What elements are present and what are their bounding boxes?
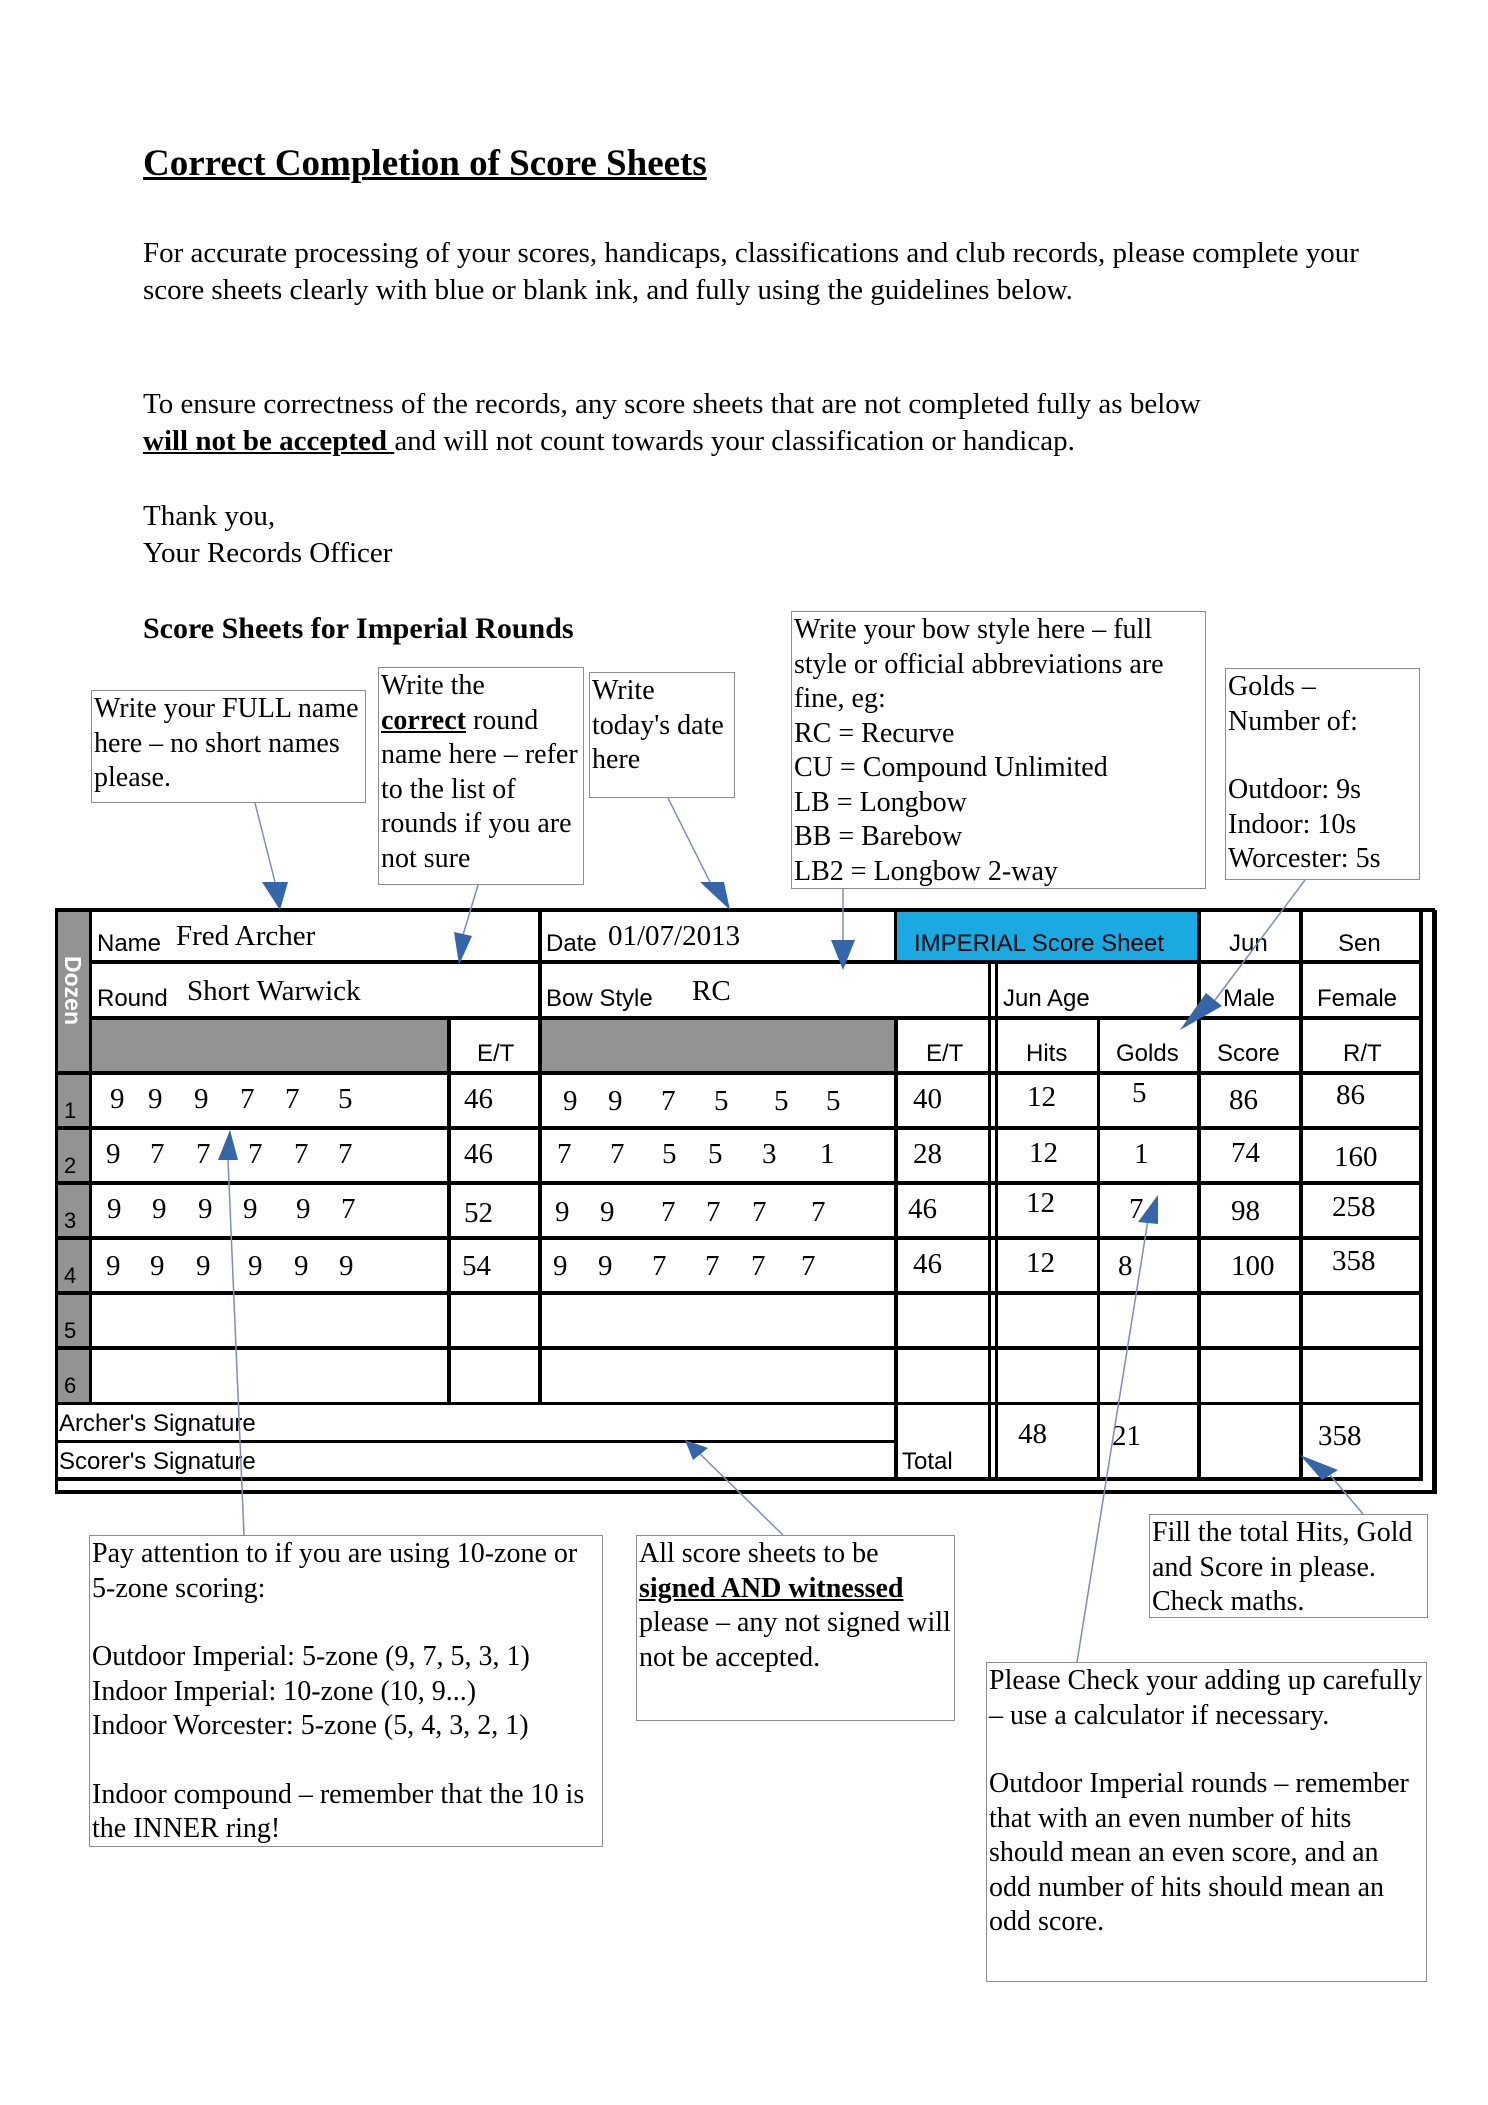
arrow-score: 9 bbox=[152, 1193, 167, 1225]
dozen-number: 3 bbox=[64, 1208, 77, 1233]
score-value: 100 bbox=[1231, 1250, 1275, 1282]
signed-bold: signed AND witnessed bbox=[639, 1572, 904, 1604]
arrow-score: 9 bbox=[294, 1250, 309, 1282]
date-label: Date bbox=[546, 930, 597, 957]
arrow-score: 7 bbox=[610, 1138, 625, 1170]
arrow-score: 5 bbox=[714, 1085, 729, 1117]
arrow-score: 9 bbox=[150, 1250, 165, 1282]
arrow-head bbox=[700, 882, 730, 910]
running-total: 86 bbox=[1336, 1079, 1365, 1111]
dozen-label: Dozen bbox=[60, 955, 86, 1025]
bow-line: RC = Recurve bbox=[794, 717, 955, 749]
end-total: 40 bbox=[913, 1083, 942, 1115]
arrow-score: 9 bbox=[600, 1196, 615, 1228]
score-value: 98 bbox=[1231, 1195, 1260, 1227]
golds-value: 7 bbox=[1129, 1193, 1144, 1225]
connector-totals bbox=[1330, 1475, 1363, 1514]
dozen-number: 1 bbox=[64, 1098, 77, 1123]
zone-line: Outdoor Imperial: 5-zone (9, 7, 5, 3, 1) bbox=[92, 1641, 530, 1672]
arrow-score: 7 bbox=[285, 1083, 300, 1115]
score-value: 74 bbox=[1231, 1137, 1260, 1169]
hits-value: 12 bbox=[1026, 1247, 1055, 1279]
female-label: Female bbox=[1317, 985, 1398, 1012]
running-total: 358 bbox=[1332, 1245, 1376, 1277]
section-heading: Score Sheets for Imperial Rounds bbox=[143, 612, 574, 645]
callout-full-name: Write your FULL name here – no short names please. bbox=[91, 690, 366, 803]
arrow-score: 7 bbox=[811, 1196, 826, 1228]
end-total: 52 bbox=[464, 1197, 493, 1229]
callout-totals: Fill the total Hits, Gold and Score in please. Check maths. bbox=[1149, 1514, 1428, 1618]
jun-label: Jun bbox=[1229, 930, 1268, 957]
dozen-number: 5 bbox=[64, 1318, 77, 1343]
arrow-score: 9 bbox=[110, 1083, 125, 1115]
dozen-number: 4 bbox=[64, 1263, 77, 1288]
arrow-score: 9 bbox=[555, 1196, 570, 1228]
arrow-score: 7 bbox=[752, 1196, 767, 1228]
zone-line: Pay attention to if you are using 10-zone or 5-zone scoring: bbox=[92, 1538, 578, 1604]
not-accepted-warning: will not be accepted bbox=[143, 425, 395, 457]
et-label-2: E/T bbox=[926, 1040, 964, 1067]
arrow-score: 9 bbox=[196, 1250, 211, 1282]
hits-label: Hits bbox=[1026, 1040, 1068, 1067]
jun-age-label: Jun Age bbox=[1003, 985, 1090, 1012]
bow-line: LB2 = Longbow 2-way bbox=[794, 855, 1058, 887]
golds-value: 8 bbox=[1118, 1250, 1133, 1282]
arrow-head bbox=[831, 940, 855, 970]
arrow-score: 7 bbox=[652, 1250, 667, 1282]
arrow-score: 9 bbox=[107, 1193, 122, 1225]
arrow-score: 7 bbox=[196, 1138, 211, 1170]
arrow-score: 7 bbox=[751, 1250, 766, 1282]
running-total: 258 bbox=[1332, 1191, 1376, 1223]
signed-post: please – any not signed will not be accepted. bbox=[639, 1607, 951, 1673]
sen-label: Sen bbox=[1338, 930, 1381, 957]
running-total: 160 bbox=[1334, 1141, 1378, 1173]
arrow-score: 9 bbox=[198, 1193, 213, 1225]
arrow-score: 7 bbox=[661, 1196, 676, 1228]
arrow-score: 7 bbox=[705, 1250, 720, 1282]
golds-line: Outdoor: 9s bbox=[1228, 774, 1361, 805]
arrow-score: 1 bbox=[820, 1138, 835, 1170]
end-total: 54 bbox=[462, 1250, 491, 1282]
round-value: Short Warwick bbox=[187, 975, 361, 1007]
golds-line: Indoor: 10s bbox=[1228, 808, 1357, 840]
total-running: 358 bbox=[1318, 1420, 1362, 1452]
zone-line: Indoor compound – remember that the 10 is the INNER ring! bbox=[92, 1778, 585, 1844]
page-title: Correct Completion of Score Sheets bbox=[143, 143, 707, 184]
arrow-score: 5 bbox=[708, 1138, 723, 1170]
callout-date: Write today's date here bbox=[589, 672, 735, 798]
connector-signatures bbox=[700, 1454, 783, 1535]
arrow-score: 7 bbox=[557, 1138, 572, 1170]
bow-line: Write your bow style here – full style or official abbreviations are fine, eg: bbox=[794, 614, 1164, 714]
date-value: 01/07/2013 bbox=[608, 920, 741, 952]
zone-line: Indoor Worcester: 5-zone (5, 4, 3, 2, 1) bbox=[92, 1710, 529, 1741]
arrow-score: 9 bbox=[563, 1085, 578, 1117]
arrow-score: 7 bbox=[150, 1138, 165, 1170]
connector-check bbox=[1077, 1220, 1148, 1662]
dozen-number: 6 bbox=[64, 1373, 77, 1398]
arrow-score: 7 bbox=[801, 1250, 816, 1282]
round-label: Round bbox=[97, 985, 168, 1012]
arrow-score: 7 bbox=[661, 1085, 676, 1117]
end-total: 46 bbox=[908, 1193, 937, 1225]
arrow-score: 9 bbox=[106, 1250, 121, 1282]
zone-line: Indoor Imperial: 10-zone (10, 9...) bbox=[92, 1675, 477, 1707]
end-total: 46 bbox=[913, 1248, 942, 1280]
connector-golds bbox=[1215, 880, 1305, 1000]
golds-value: 1 bbox=[1134, 1138, 1149, 1170]
score-label: Score bbox=[1217, 1040, 1280, 1067]
arrow-score: 7 bbox=[338, 1138, 353, 1170]
bow-style-value: RC bbox=[692, 975, 731, 1007]
arrow-score: 7 bbox=[294, 1138, 309, 1170]
imperial-title: IMPERIAL Score Sheet bbox=[914, 930, 1164, 957]
arrow-score: 3 bbox=[762, 1138, 777, 1170]
arrow-score: 7 bbox=[341, 1193, 356, 1225]
arrow-score: 7 bbox=[706, 1196, 721, 1228]
arrow-head bbox=[454, 932, 472, 965]
name-value: Fred Archer bbox=[176, 920, 316, 952]
golds-line: Number of: bbox=[1228, 705, 1358, 737]
callout-round-post: round name here – refer to the list of rounds if you are not sure bbox=[381, 704, 578, 874]
check-line: Outdoor Imperial rounds – remember that with an even number of hits should mean an even score, and an odd number of hits should mean an odd score. bbox=[989, 1768, 1409, 1937]
bow-line: BB = Barebow bbox=[794, 821, 963, 852]
arrow-score: 9 bbox=[339, 1250, 354, 1282]
end-total: 28 bbox=[913, 1138, 942, 1170]
arrow-score: 9 bbox=[194, 1083, 209, 1115]
bow-line: LB = Longbow bbox=[794, 786, 967, 818]
golds-line: Golds – bbox=[1228, 671, 1316, 702]
end-total: 46 bbox=[464, 1138, 493, 1170]
arrow-score: 9 bbox=[553, 1250, 568, 1282]
score-value: 86 bbox=[1229, 1084, 1258, 1116]
acceptance-text-start: To ensure correctness of the records, any score sheets that are not completed fully as below bbox=[143, 388, 1201, 420]
arrow-score: 5 bbox=[662, 1138, 677, 1170]
connector-round bbox=[463, 885, 478, 935]
callout-round-pre: Write the bbox=[381, 670, 485, 701]
arrow-score: 9 bbox=[598, 1250, 613, 1282]
bow-line: CU = Compound Unlimited bbox=[794, 752, 1108, 783]
arrow-score: 9 bbox=[608, 1085, 623, 1117]
arrow-score: 5 bbox=[774, 1085, 789, 1117]
scorer-signature-label: Scorer's Signature bbox=[59, 1448, 256, 1475]
arrow-head bbox=[262, 882, 288, 910]
total-golds: 21 bbox=[1112, 1420, 1141, 1452]
golds-value: 5 bbox=[1132, 1077, 1147, 1109]
connector-date bbox=[668, 798, 710, 882]
arrow-score: 5 bbox=[826, 1085, 841, 1117]
name-label: Name bbox=[97, 930, 162, 957]
arrow-head bbox=[1300, 1455, 1338, 1480]
golds-label: Golds bbox=[1116, 1040, 1179, 1067]
arrow-score: 9 bbox=[106, 1138, 121, 1170]
bow-style-label: Bow Style bbox=[546, 985, 653, 1012]
connector-zone bbox=[228, 1160, 244, 1535]
thanks-text: Thank you, bbox=[143, 500, 276, 532]
archer-signature-label: Archer's Signature bbox=[59, 1410, 256, 1437]
arrow-head bbox=[685, 1440, 708, 1460]
male-label: Male bbox=[1223, 985, 1276, 1012]
check-line: Please Check your adding up carefully – use a calculator if necessary. bbox=[989, 1665, 1423, 1731]
arrow-score: 7 bbox=[248, 1138, 263, 1170]
arrow-head bbox=[218, 1130, 238, 1160]
total-label: Total bbox=[902, 1448, 953, 1475]
arrow-score: 9 bbox=[296, 1193, 311, 1225]
golds-line: Worcester: 5s bbox=[1228, 843, 1381, 874]
rt-label: R/T bbox=[1343, 1040, 1382, 1067]
arrow-score: 7 bbox=[240, 1083, 255, 1115]
hits-value: 12 bbox=[1027, 1081, 1056, 1113]
signed-pre: All score sheets to be bbox=[639, 1538, 879, 1569]
end-total: 46 bbox=[464, 1083, 493, 1115]
et-label-1: E/T bbox=[477, 1040, 515, 1067]
intro-paragraph: For accurate processing of your scores, handicaps, classifications and club records, please complete your score sheets clearly with blue or blank ink, and fully using the guidelines below. bbox=[143, 237, 1359, 306]
connector-name bbox=[255, 803, 275, 882]
callout-round-bold: correct bbox=[381, 704, 466, 736]
arrow-score: 5 bbox=[338, 1083, 353, 1115]
signoff-text: Your Records Officer bbox=[143, 537, 393, 569]
arrow-score: 9 bbox=[248, 1250, 263, 1282]
hits-value: 12 bbox=[1029, 1137, 1058, 1169]
acceptance-text-end: and will not count towards your classification or handicap. bbox=[394, 425, 1075, 457]
arrow-score: 9 bbox=[148, 1083, 163, 1115]
dozen-number: 2 bbox=[64, 1153, 77, 1178]
arrow-score: 9 bbox=[243, 1193, 258, 1225]
hits-value: 12 bbox=[1026, 1187, 1055, 1219]
total-hits: 48 bbox=[1018, 1418, 1047, 1450]
arrow-head bbox=[1138, 1195, 1158, 1224]
